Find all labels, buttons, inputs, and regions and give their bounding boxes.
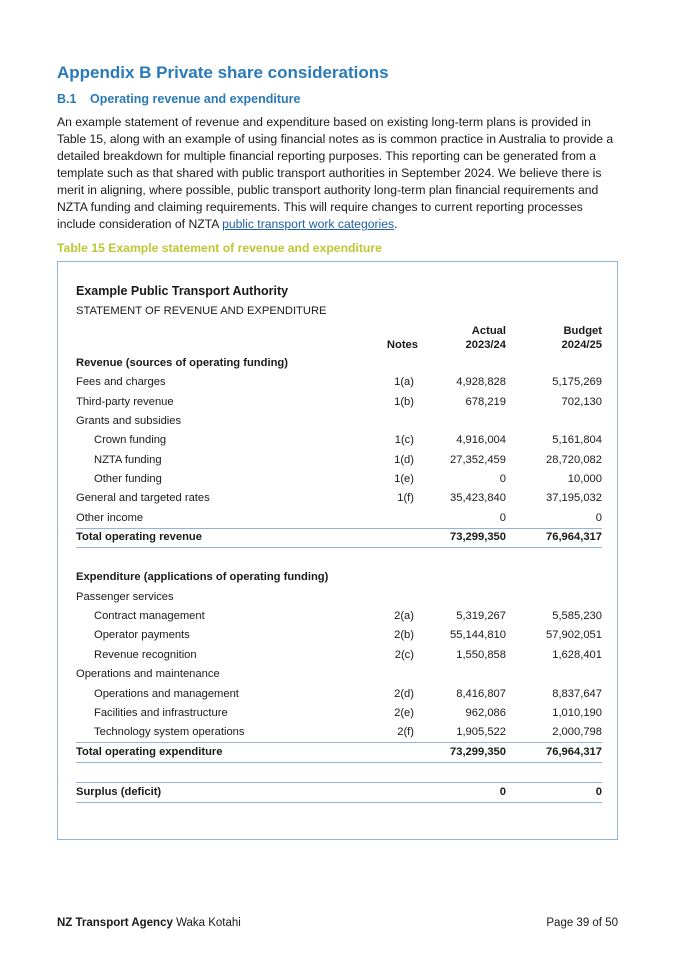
row-budget: 1,628,401 (552, 649, 602, 661)
row-budget: 2,000,798 (552, 726, 602, 738)
row-label: Revenue (sources of operating funding) (76, 357, 288, 369)
table-rule (76, 802, 602, 803)
row-label: Total operating revenue (76, 531, 202, 543)
row-label: Revenue recognition (94, 649, 197, 661)
row-note: 1(f) (397, 492, 414, 504)
row-note: 1(b) (394, 396, 414, 408)
row-budget: 5,585,230 (552, 610, 602, 622)
row-label: Operations and maintenance (76, 668, 220, 680)
table-row (76, 723, 602, 743)
row-label: Passenger services (76, 591, 174, 603)
row-budget: 76,964,317 (546, 531, 602, 543)
row-note: 2(d) (394, 688, 414, 700)
row-label: Fees and charges (76, 376, 166, 388)
row-label: Technology system operations (94, 726, 245, 738)
table-rule (76, 782, 602, 783)
table-row (76, 470, 602, 490)
header-notes: Notes (386, 339, 418, 351)
row-label: Surplus (deficit) (76, 786, 162, 798)
row-actual: 55,144,810 (450, 629, 506, 641)
table-row (76, 528, 602, 548)
table-row (76, 646, 602, 666)
row-label: General and targeted rates (76, 492, 210, 504)
table-row (76, 373, 602, 393)
table-caption: Table 15 Example statement of revenue and expenditure (57, 241, 382, 255)
row-budget: 702,130 (561, 396, 602, 408)
table-row (76, 489, 602, 509)
page-heading: Appendix B Private share considerations (57, 63, 389, 82)
paragraph-text: An example statement of revenue and expenditure based on existing long-term plans is provided in Table 15, along with an example of using financial notes as is common practice in Australia to provide a detailed breakdown for multiple financial reporting purposes. This reporting can be generated from a template such as that shared with public transport authorities in September 2024. We believe there is merit in aligning, where possible, public transport authority long-term plan financial requirements and NZTA funding and claiming requirements. This will require changes to current reporting processes include consideration of NZTA (57, 115, 614, 231)
table-row (76, 393, 602, 413)
row-actual: 4,928,828 (456, 376, 506, 388)
row-label: Third-party revenue (76, 396, 174, 408)
row-actual: 73,299,350 (450, 531, 506, 543)
table-rule (76, 762, 602, 763)
table-row (76, 451, 602, 471)
header-budget-year: 2024/25 (561, 339, 602, 351)
row-actual: 73,299,350 (450, 746, 506, 758)
row-note: 2(a) (394, 610, 414, 622)
statement-title: STATEMENT OF REVENUE AND EXPENDITURE (76, 305, 327, 317)
row-note: 1(e) (394, 473, 414, 485)
row-label: Other funding (94, 473, 162, 485)
table-row (76, 431, 602, 451)
row-actual: 0 (499, 512, 506, 524)
table-row (76, 704, 602, 724)
row-actual: 962,086 (465, 707, 506, 719)
row-note: 2(c) (394, 649, 414, 661)
footer-org (57, 917, 241, 929)
row-budget: 37,195,032 (546, 492, 602, 504)
table-rule (76, 547, 602, 548)
table-row (76, 743, 602, 763)
table-row (76, 665, 602, 685)
page-number: Page 39 of 50 (546, 917, 618, 929)
table-rule (76, 528, 602, 529)
row-note: 1(d) (394, 454, 414, 466)
row-budget: 10,000 (567, 473, 602, 485)
table-row (76, 509, 602, 529)
row-budget: 1,010,190 (552, 707, 602, 719)
row-budget: 8,837,647 (552, 688, 602, 700)
row-label: Facilities and infrastructure (94, 707, 228, 719)
row-note: 2(e) (394, 707, 414, 719)
row-note: 2(f) (397, 726, 414, 738)
row-label: Contract management (94, 610, 205, 622)
row-label: NZTA funding (94, 454, 162, 466)
table-row (76, 588, 602, 608)
row-actual: 0 (499, 473, 506, 485)
row-budget: 0 (595, 512, 602, 524)
section-heading (57, 92, 300, 106)
row-budget: 5,161,804 (552, 434, 602, 446)
row-budget: 76,964,317 (546, 746, 602, 758)
table-row (76, 685, 602, 705)
row-actual: 1,550,858 (456, 649, 506, 661)
row-actual: 35,423,840 (450, 492, 506, 504)
row-note: 1(a) (394, 376, 414, 388)
statement-org: Example Public Transport Authority (76, 284, 289, 298)
table-row (76, 607, 602, 627)
row-note: 2(b) (394, 629, 414, 641)
table-rule (76, 742, 602, 743)
table-row (76, 354, 602, 374)
footer-org-rest: Waka Kotahi (176, 917, 241, 929)
section-number: B.1 (57, 92, 77, 106)
row-actual: 4,916,004 (456, 434, 506, 446)
row-note: 1(c) (394, 434, 414, 446)
row-label: Crown funding (94, 434, 167, 446)
footer-org-bold: NZ Transport Agency (57, 917, 173, 929)
row-budget: 57,902,051 (546, 629, 602, 641)
row-budget: 5,175,269 (552, 376, 602, 388)
row-label: Expenditure (applications of operating funding) (76, 571, 329, 583)
header-actual-year: 2023/24 (465, 339, 506, 351)
header-budget-label: Budget (563, 325, 602, 337)
header-actual-label: Actual (471, 325, 506, 337)
header-actual (426, 324, 506, 352)
row-actual: 27,352,459 (450, 454, 506, 466)
row-actual: 8,416,807 (456, 688, 506, 700)
row-actual: 678,219 (465, 396, 506, 408)
row-label: Grants and subsidies (76, 415, 182, 427)
row-budget: 0 (595, 786, 602, 798)
table-row (76, 783, 602, 803)
table-row (76, 568, 602, 588)
paragraph-end: . (394, 217, 398, 231)
row-actual: 1,905,522 (456, 726, 506, 738)
table-row (76, 412, 602, 432)
row-actual: 0 (499, 786, 506, 798)
row-label: Other income (76, 512, 144, 524)
row-label: Total operating expenditure (76, 746, 223, 758)
row-actual: 5,319,267 (456, 610, 506, 622)
section-title: Operating revenue and expenditure (90, 92, 301, 106)
intro-paragraph (57, 114, 623, 233)
row-label: Operator payments (94, 629, 190, 641)
row-label: Operations and management (94, 688, 239, 700)
row-budget: 28,720,082 (546, 454, 602, 466)
work-categories-link[interactable]: public transport work categories (222, 217, 395, 231)
header-budget (522, 324, 602, 352)
table-row (76, 626, 602, 646)
